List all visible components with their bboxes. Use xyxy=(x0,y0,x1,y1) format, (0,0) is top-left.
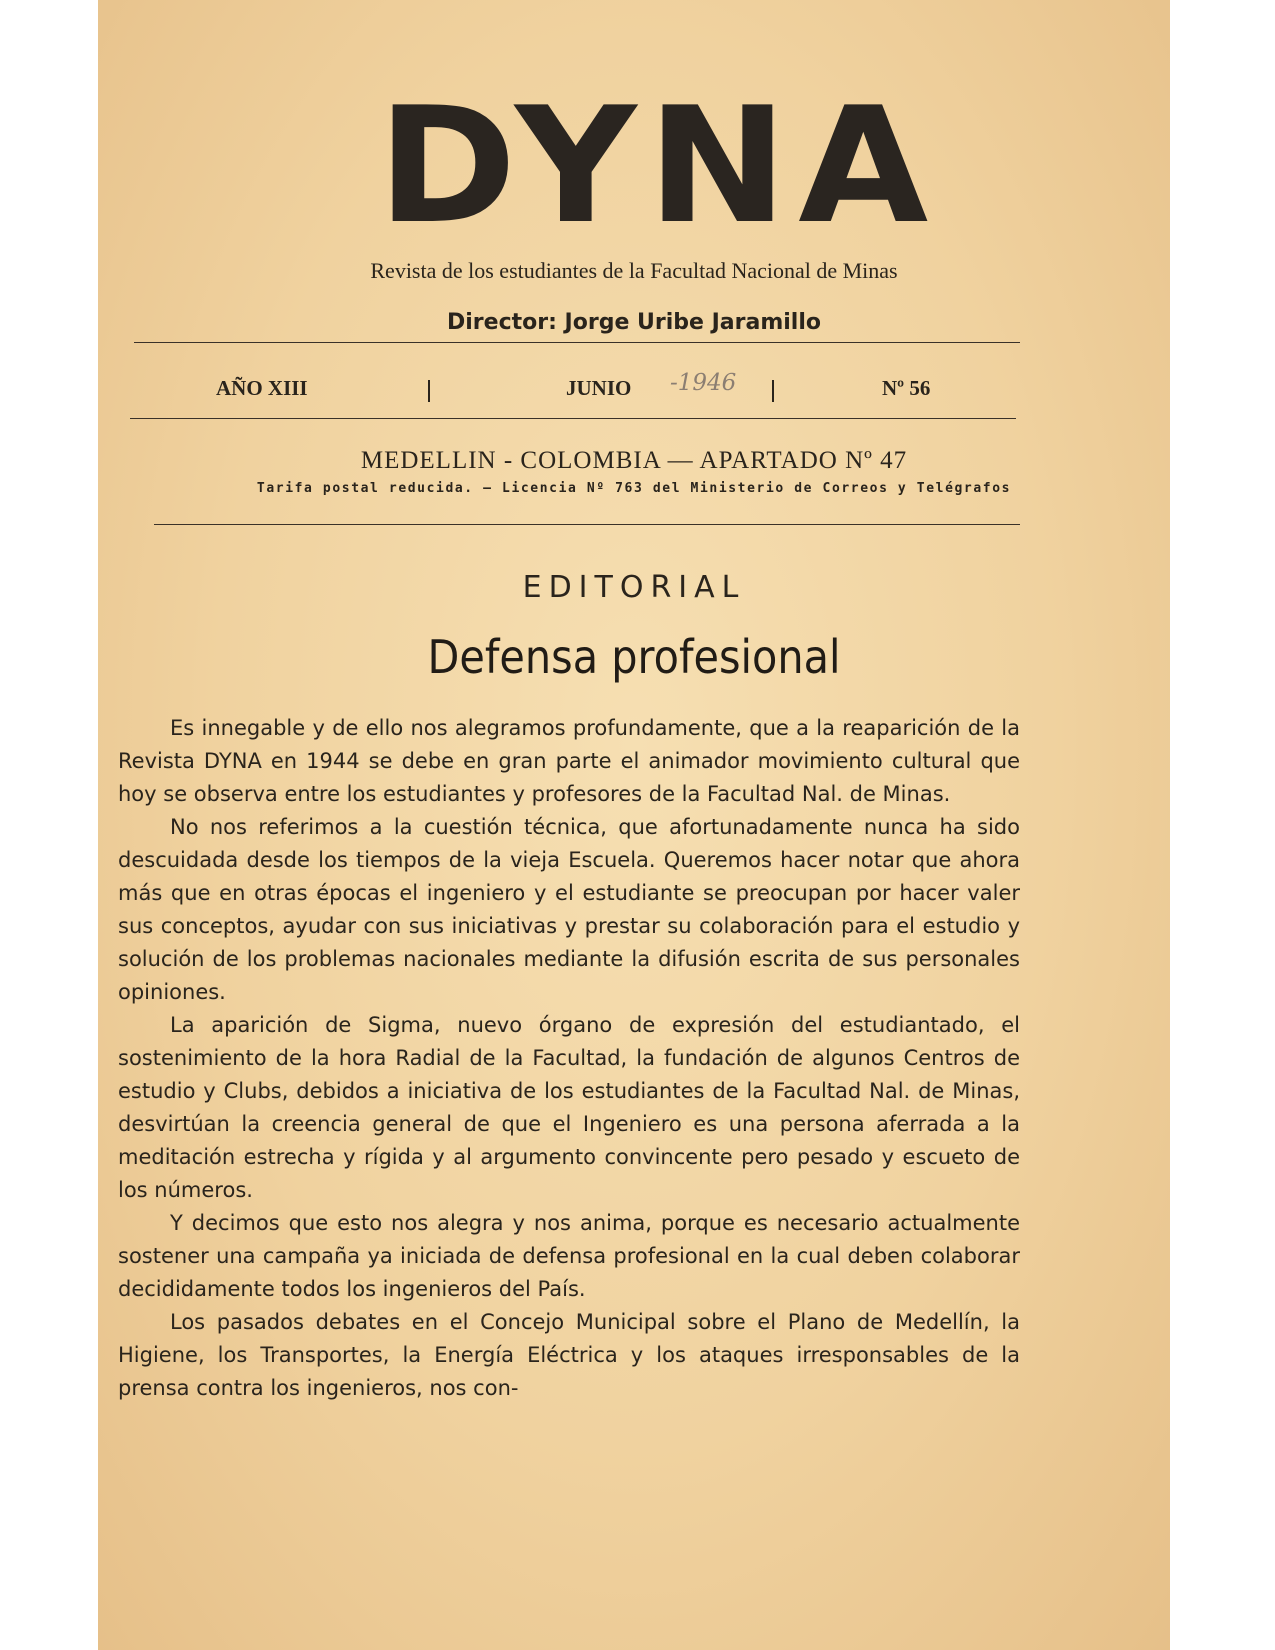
journal-page xyxy=(98,0,1170,1650)
article-paragraph: Y decimos que esto nos alegra y nos anima, porque es necesario actualmente sostener una campaña ya iniciada de defensa profesional en la cual deben colaborar decididamente todos los ingenieros del País. xyxy=(118,1211,1020,1301)
masthead-title: DYNA xyxy=(377,72,939,259)
article-body xyxy=(118,712,1020,1405)
issue-separator xyxy=(428,380,430,402)
issue-number: Nº 56 xyxy=(882,376,931,400)
section-label: EDITORIAL xyxy=(522,570,746,605)
article-paragraph: No nos referimos a la cuestión técnica, que afortunadamente nunca ha sido descuidada desde los tiempos de la vieja Escuela. Queremos hacer notar que ahora más que en otras épocas el ingeniero y el estudiante se preocupan por hacer valer sus conceptos, ayudar con sus iniciativas y prestar su colaboración para el estudio y solución de los problemas nacionales mediante la difusión escrita de sus personales opiniones. xyxy=(118,815,1020,1004)
masthead-director: Director: Jorge Uribe Jaramillo xyxy=(447,310,821,335)
postal-license-note: Tarifa postal reducida. — Licencia Nº 763 del Ministerio de Correos y Telégrafos xyxy=(256,481,1012,496)
issue-year: AÑO XIII xyxy=(216,376,308,400)
middle-rule xyxy=(130,418,1016,419)
article-title: Defensa profesional xyxy=(427,630,841,684)
publication-location: MEDELLIN - COLOMBIA — APARTADO Nº 47 xyxy=(360,447,908,474)
issue-month: JUNIO xyxy=(566,376,632,400)
handwritten-year: -1946 xyxy=(670,370,737,396)
top-rule xyxy=(134,342,1020,343)
article-paragraph: Los pasados debates en el Concejo Municipal sobre el Plano de Medellín, la Higiene, los Transportes, la Energía Eléctrica y los ataques irresponsables de la prensa contra los ingenieros, nos con- xyxy=(118,1310,1020,1400)
article-paragraph: La aparición de Sigma, nuevo órgano de expresión del estudiantado, el sostenimiento de la hora Radial de la Facultad, la fundación de algunos Centros de estudio y Clubs, debidos a iniciativa de los estudiantes de la Facultad Nal. de Minas, desvirtúan la creencia general de que el Ingeniero es una persona aferrada a la meditación estrecha y rígida y al argumento convincente pero pesado y escueto de los números. xyxy=(118,1013,1020,1202)
article-paragraph: Es innegable y de ello nos alegramos profundamente, que a la reaparición de la Revista DYNA en 1944 se debe en gran parte el animador movimiento cultural que hoy se observa entre los estudiantes y profesores de la Facultad Nal. de Minas. xyxy=(118,716,1020,806)
issue-separator xyxy=(772,380,774,402)
bottom-rule xyxy=(154,524,1020,525)
masthead-subtitle: Revista de los estudiantes de la Facultad Nacional de Minas xyxy=(370,258,898,283)
